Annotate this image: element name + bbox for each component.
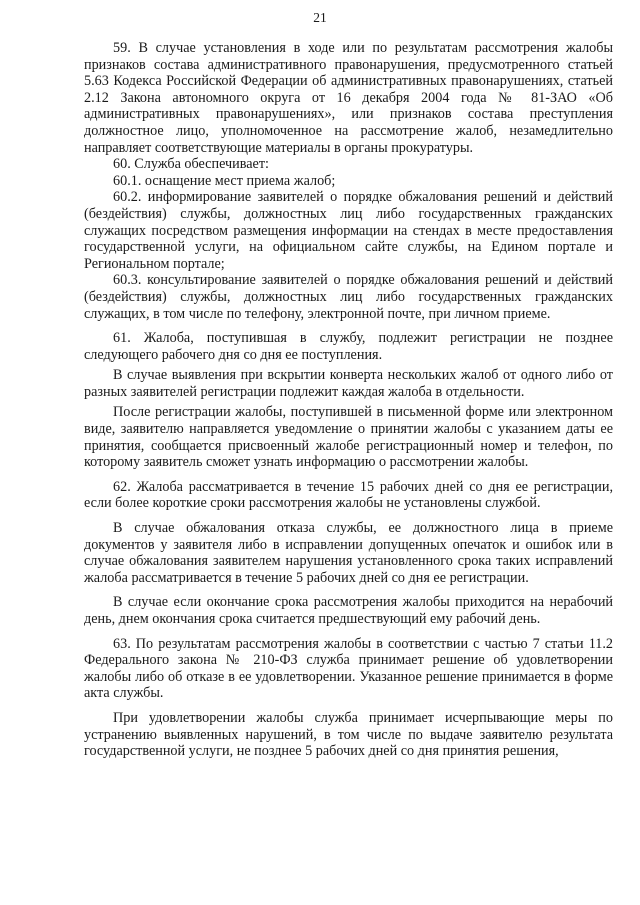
paragraph-61-registration-notice: После регистрации жалобы, поступившей в письменной форме или электронном виде, заявителю направляется уведомление о принятии жалобы с указанием даты ее принятия, сообщается присвоенный жалобе регистрационный номер и телефон, по которому заявитель сможет узнать информацию о рассмотрении жалобы. (84, 404, 613, 471)
document-body (84, 40, 613, 760)
paragraph-60-3: 60.3. консультирование заявителей о порядке обжалования решений и действий (бездействия) службы, должностных лиц либо государственных гражданских служащих, в том числе по телефону, электронной почте, при личном приеме. (84, 272, 613, 322)
paragraph-59: 59. В случае установления в ходе или по результатам рассмотрения жалобы признаков состава административного правонарушения, предусмотренного статьей 5.63 Кодекса Российской Федерации об административных правонарушениях, статьей 2.12 Закона автономного округа от 16 декабря 2004 года № 81-ЗАО «Об административных правонарушениях», или признаков состава преступления должностное лицо, уполномоченное на рассмотрение жалоб, незамедлительно направляет соответствующие материалы в органы прокуратуры. (84, 40, 613, 156)
paragraph-61-multiple-complaints: В случае выявления при вскрытии конверта нескольких жалоб от одного либо от разных заявителей регистрации подлежит каждая жалоба в отдельности. (84, 367, 613, 400)
paragraph-61: 61. Жалоба, поступившая в службу, подлежит регистрации не позднее следующего рабочего дня со дня ее поступления. (84, 330, 613, 363)
paragraph-60-2: 60.2. информирование заявителей о порядке обжалования решений и действий (бездействия) службы, должностных лиц либо государственных гражданских служащих посредством размещения информации на стендах в месте предоставления государственной услуги, на официальном сайте службы, на Едином портале и Региональном портале; (84, 189, 613, 272)
paragraph-62: 62. Жалоба рассматривается в течение 15 рабочих дней со дня ее регистрации, если более короткие сроки рассмотрения жалобы не установлены службой. (84, 478, 613, 512)
paragraph-62-refusal-appeal: В случае обжалования отказа службы, ее должностного лица в приеме документов у заявителя либо в исправлении допущенных опечаток и ошибок или в случае обжалования заявителем нарушения установленного срока таких исправлений жалоба рассматривается в течение 5 рабочих дней со дня ее регистрации. (84, 520, 613, 586)
page-number: 21 (313, 10, 327, 25)
paragraph-62-nonworking-day: В случае если окончание срока рассмотрения жалобы приходится на нерабочий день, днем окончания срока считается предшествующий ему рабочий день. (84, 594, 613, 627)
paragraph-63-satisfaction: При удовлетворении жалобы служба принимает исчерпывающие меры по устранению выявленных нарушений, в том числе по выдаче заявителю результата государственной услуги, не позднее 5 рабочих дней со дня принятия решения, (84, 709, 613, 760)
paragraph-63: 63. По результатам рассмотрения жалобы в соответствии с частью 7 статьи 11.2 Федерального закона № 210-ФЗ служба принимает решение об удовлетворении жалобы либо об отказе в ее удовлетворении. Указанное решение принимается в форме акта службы. (84, 635, 613, 702)
paragraph-60-1: 60.1. оснащение мест приема жалоб; (113, 172, 336, 189)
paragraph-60: 60. Служба обеспечивает: (113, 156, 269, 173)
